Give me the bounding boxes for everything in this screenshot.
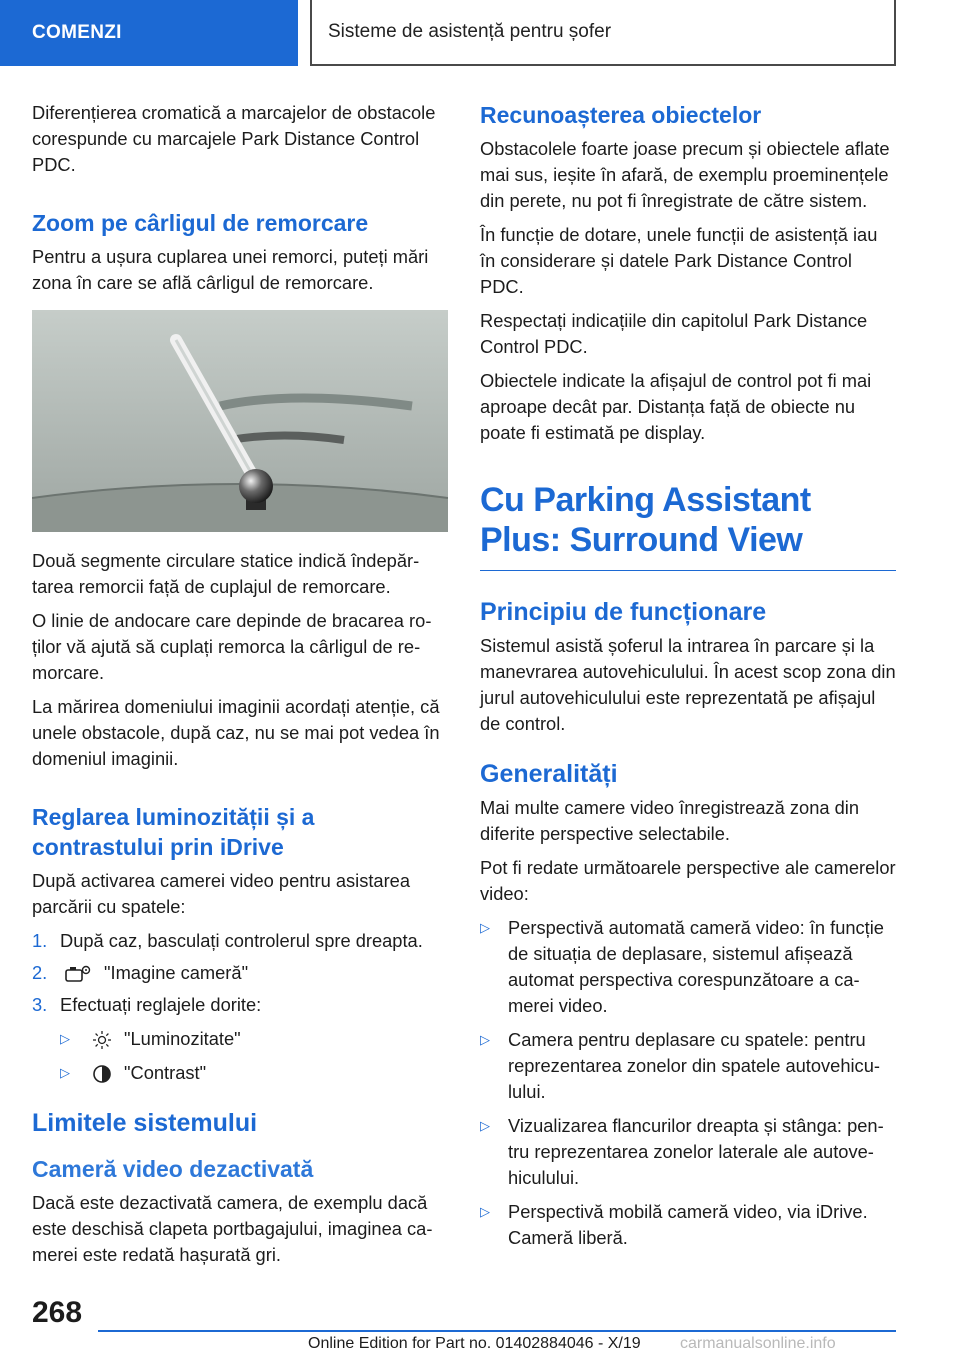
heading-brightness-contrast: Reglarea luminozității și a contrastului prin iDrive (32, 804, 315, 860)
list-item (480, 1113, 896, 1191)
settings-sublist (60, 1026, 448, 1086)
chapter-header (310, 0, 896, 66)
footer-divider (98, 1330, 896, 1332)
objects-paragraph-4: Obiectele indicate la afișajul de control pot fi mai aproape decât par. Distanța față de obiecte nu poate fi estimată pe display. (480, 370, 872, 443)
heading-surround-view: Cu Parking Assistant Plus: Surround View (480, 481, 811, 559)
list-item (32, 992, 448, 1018)
heading-divider (480, 570, 896, 571)
chapter-title: Sisteme de asistență pentru șofer (328, 21, 612, 42)
list-item (480, 1199, 896, 1251)
brightness-label: "Luminozitate" (124, 1028, 241, 1049)
zoom-paragraph: Pentru a ușura cuplarea unei remorci, puteți mări zona în care se află cârligul de remorcare. (32, 246, 429, 293)
section-tab (0, 0, 298, 66)
bullet-text: Camera pentru deplasare cu spatele: pentru reprezentarea zonelor din spatele autovehiculului. (508, 1029, 880, 1102)
bullet-marker: ▷ (480, 1118, 490, 1133)
list-item (60, 1060, 448, 1086)
left-column (32, 100, 448, 1276)
bullet-text: Vizualizarea flancurilor dreapta și stânga: pentru reprezentarea zonelor laterale ale autovehiculului. (508, 1115, 884, 1188)
right-column (480, 100, 896, 1259)
step-number: 1. (32, 930, 48, 951)
bullet-text: Perspectivă automată cameră video: în funcție de situația de deplasare, sistemul afișează automat perspectiva corespunzătoare a camerei video. (508, 917, 884, 1016)
bullet-marker: ▷ (480, 1032, 490, 1047)
objects-paragraph-3: Respectați indicațiile din capitolul Park Distance Control PDC. (480, 310, 868, 357)
contrast-icon (92, 1064, 112, 1084)
section-title: COMENZI (32, 22, 122, 43)
objects-paragraph-1: Obstacolele foarte joase precum și obiectele aflate mai sus, ieșite în afară, de exemplu proeminențele din perete, nu pot fi înregistrate de către sistem. (480, 138, 890, 211)
heading-general: Generalități (480, 760, 618, 788)
contrast-label: "Contrast" (124, 1062, 207, 1083)
bullet-marker: ▷ (60, 1031, 70, 1046)
step-text: După caz, basculați controlerul spre dreapta. (60, 930, 423, 951)
list-item (32, 960, 448, 986)
brightness-paragraph: După activarea camerei video pentru asistarea parcării cu spatele: (32, 870, 411, 917)
brightness-icon (92, 1030, 112, 1050)
intro-paragraph: Diferențierea cromatică a marcajelor de obstacole corespunde cu marcajele Park Distance Control PDC. (32, 102, 436, 175)
camera-off-paragraph: Dacă este dezactivată camera, de exemplu dacă este deschisă clapeta portbagajului, imaginea camerei este redată hașurată gri. (32, 1192, 433, 1265)
bullet-marker: ▷ (480, 1204, 490, 1219)
step-text: Efectuați reglajele dorite: (60, 994, 262, 1015)
camera-settings-icon (64, 964, 92, 984)
bullet-text: Perspectivă mobilă cameră video, via iDrive. Cameră liberă. (508, 1201, 868, 1248)
objects-paragraph-2: În funcție de dotare, unele funcții de asistență iau în considerare și datele Park Distance Control PDC. (480, 224, 878, 297)
list-item (32, 928, 448, 954)
heading-system-limits: Limitele sistemului (32, 1109, 258, 1137)
step-number: 3. (32, 994, 48, 1015)
general-paragraph-1: Mai multe camere video înregistrează zona din diferite perspective selectabile. (480, 797, 860, 844)
step-text: "Imagine cameră" (104, 962, 249, 983)
heading-camera-off: Cameră video dezactivată (32, 1156, 314, 1182)
docking-line-paragraph: O linie de andocare care depinde de bracarea roților vă ajută să cuplați remorca la cârligul de remorcare. (32, 610, 432, 683)
general-paragraph-2: Pot fi redate următoarele perspective ale camerelor video: (480, 857, 896, 904)
principle-paragraph: Sistemul asistă șoferul la intrarea în parcare și la manevrarea autovehiculului. În acest scop zona din jurul autovehiculului este reprezentată pe afișajul de control. (480, 635, 896, 734)
perspectives-list (480, 915, 896, 1251)
heading-object-recognition: Recunoașterea obiectelor (480, 102, 762, 128)
heading-principle: Principiu de funcționare (480, 598, 767, 626)
step-number: 2. (32, 962, 48, 983)
zoom-note-paragraph: La mărirea domeniului imaginii acordați atenție, că unele obstacole, după caz, nu se mai pot vedea în domeniul imaginii. (32, 696, 440, 769)
segments-paragraph: Două segmente circulare statice indică îndepărtarea remorcii față de cuplajul de remorcare. (32, 550, 420, 597)
list-item (480, 1027, 896, 1105)
steps-list (32, 928, 448, 1018)
list-item (60, 1026, 448, 1052)
watermark: carmanualsonline.info (680, 1335, 836, 1352)
edition-note: Online Edition for Part no. 01402884046 - X/19 (308, 1335, 641, 1352)
bullet-marker: ▷ (480, 920, 490, 935)
bullet-marker: ▷ (60, 1065, 70, 1080)
heading-zoom: Zoom pe cârligul de remorcare (32, 210, 369, 236)
page-number: 268 (32, 1296, 83, 1329)
hitch-camera-image (32, 310, 448, 532)
list-item (480, 915, 896, 1019)
